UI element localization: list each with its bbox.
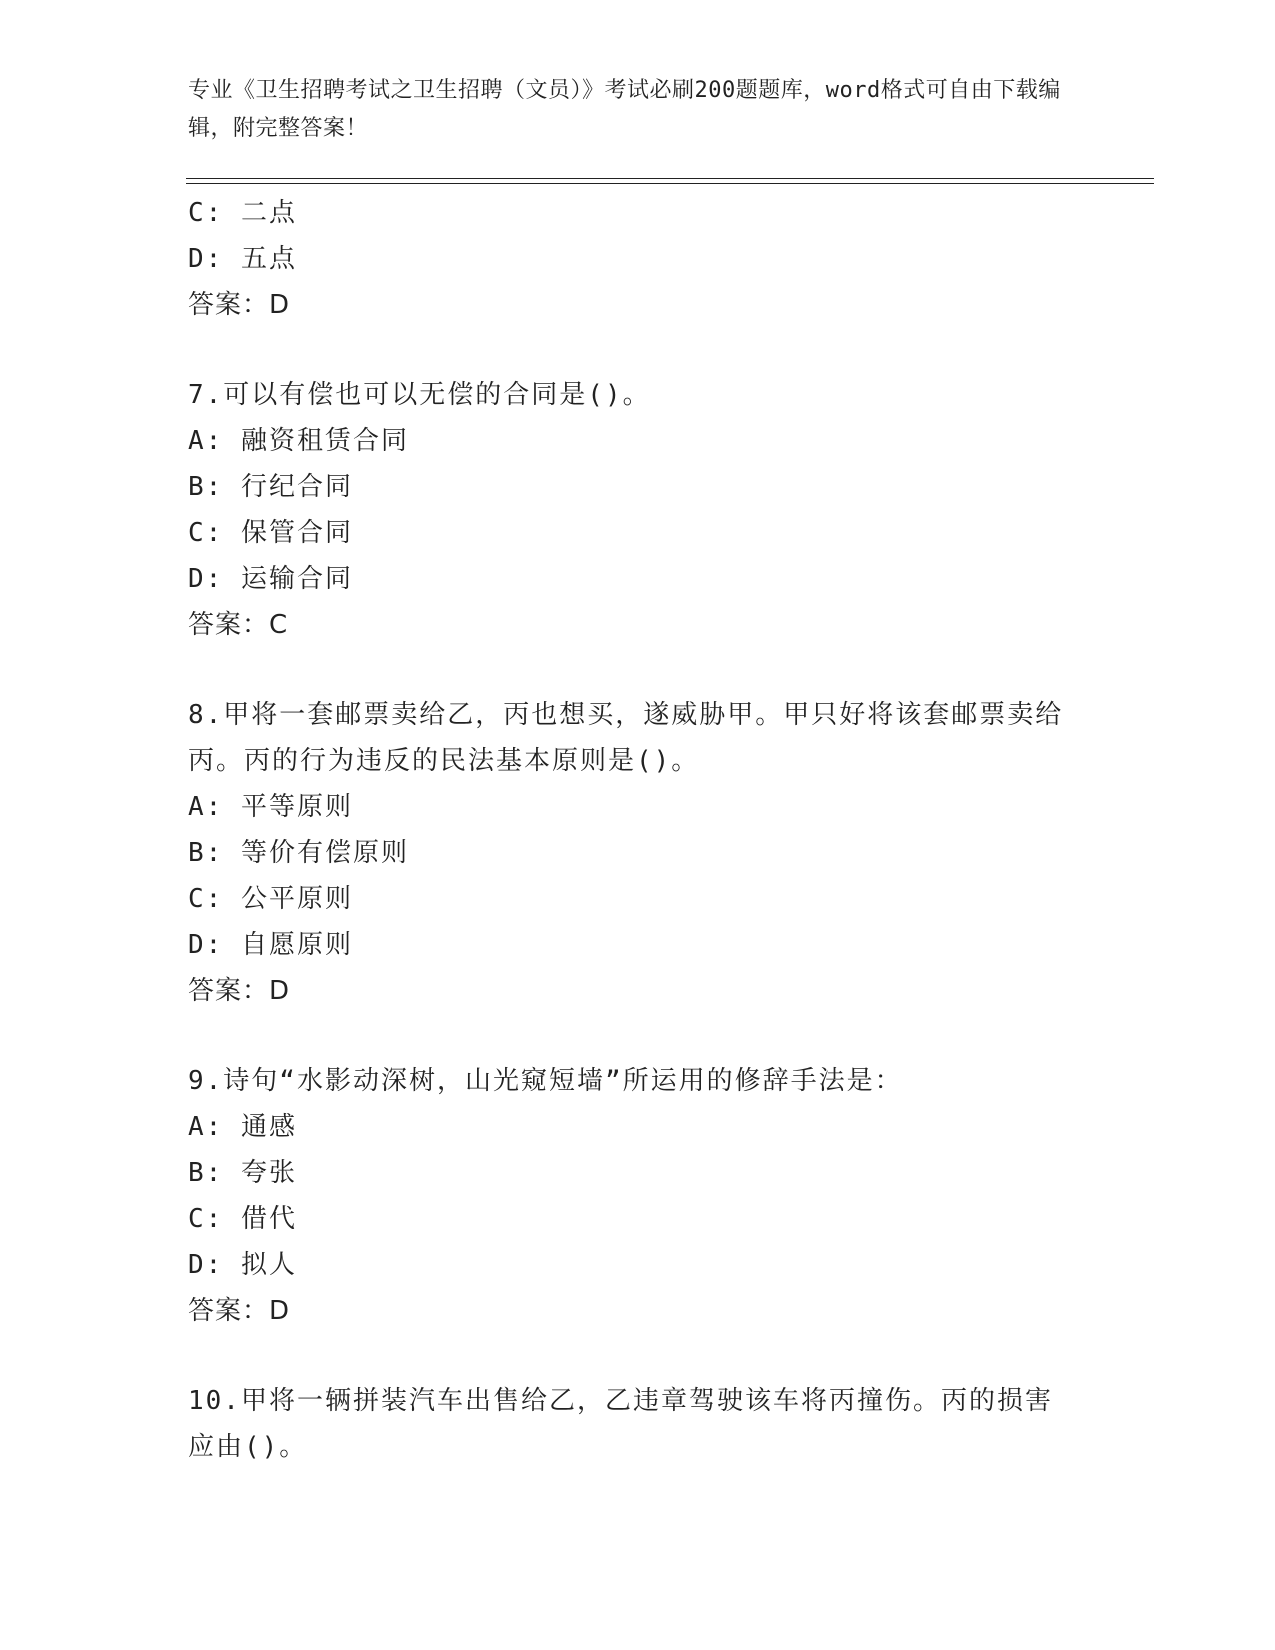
question-text: 10.甲将一辆拼装汽车出售给乙，乙违章驾驶该车将丙撞伤。丙的损害应由()。 [188,1386,1053,1462]
question-6-partial [188,190,1088,328]
question-list [188,190,1088,1470]
option-a: A: 平等原则 [188,792,353,822]
option-b: B: 行纪合同 [188,472,353,502]
option-c: C: 公平原则 [188,884,353,914]
option-c: C: 借代 [188,1204,297,1234]
answer: 答案：D [188,976,291,1006]
option-d: D: 五点 [188,244,297,274]
option-d: D: 拟人 [188,1250,297,1280]
option-c: C: 二点 [188,198,297,228]
option-b: B: 夸张 [188,1158,297,1188]
question-text: 8.甲将一套邮票卖给乙，丙也想买，遂威胁甲。甲只好将该套邮票卖给丙。丙的行为违反的民法基本原则是()。 [188,700,1064,776]
answer: 答案：D [188,290,291,320]
question-10 [188,1378,1088,1470]
question-text: 9.诗句“水影动深树，山光窥短墙”所运用的修辞手法是： [188,1066,903,1096]
question-8 [188,692,1088,1014]
answer: 答案：D [188,1296,291,1326]
option-c: C: 保管合同 [188,518,353,548]
option-d: D: 运输合同 [188,564,353,594]
question-7 [188,372,1088,648]
option-b: B: 等价有偿原则 [188,838,409,868]
option-a: A: 融资租赁合同 [188,426,409,456]
question-text: 7.可以有偿也可以无偿的合同是()。 [188,380,651,410]
option-d: D: 自愿原则 [188,930,353,960]
question-9 [188,1058,1088,1334]
option-a: A: 通感 [188,1112,297,1142]
answer: 答案：C [188,610,289,640]
header-divider-bottom [186,183,1154,184]
document-header: 专业《卫生招聘考试之卫生招聘（文员）》考试必刷200题题库，word格式可自由下载编辑，附完整答案！ [188,78,1061,141]
header-divider-top [186,178,1154,179]
